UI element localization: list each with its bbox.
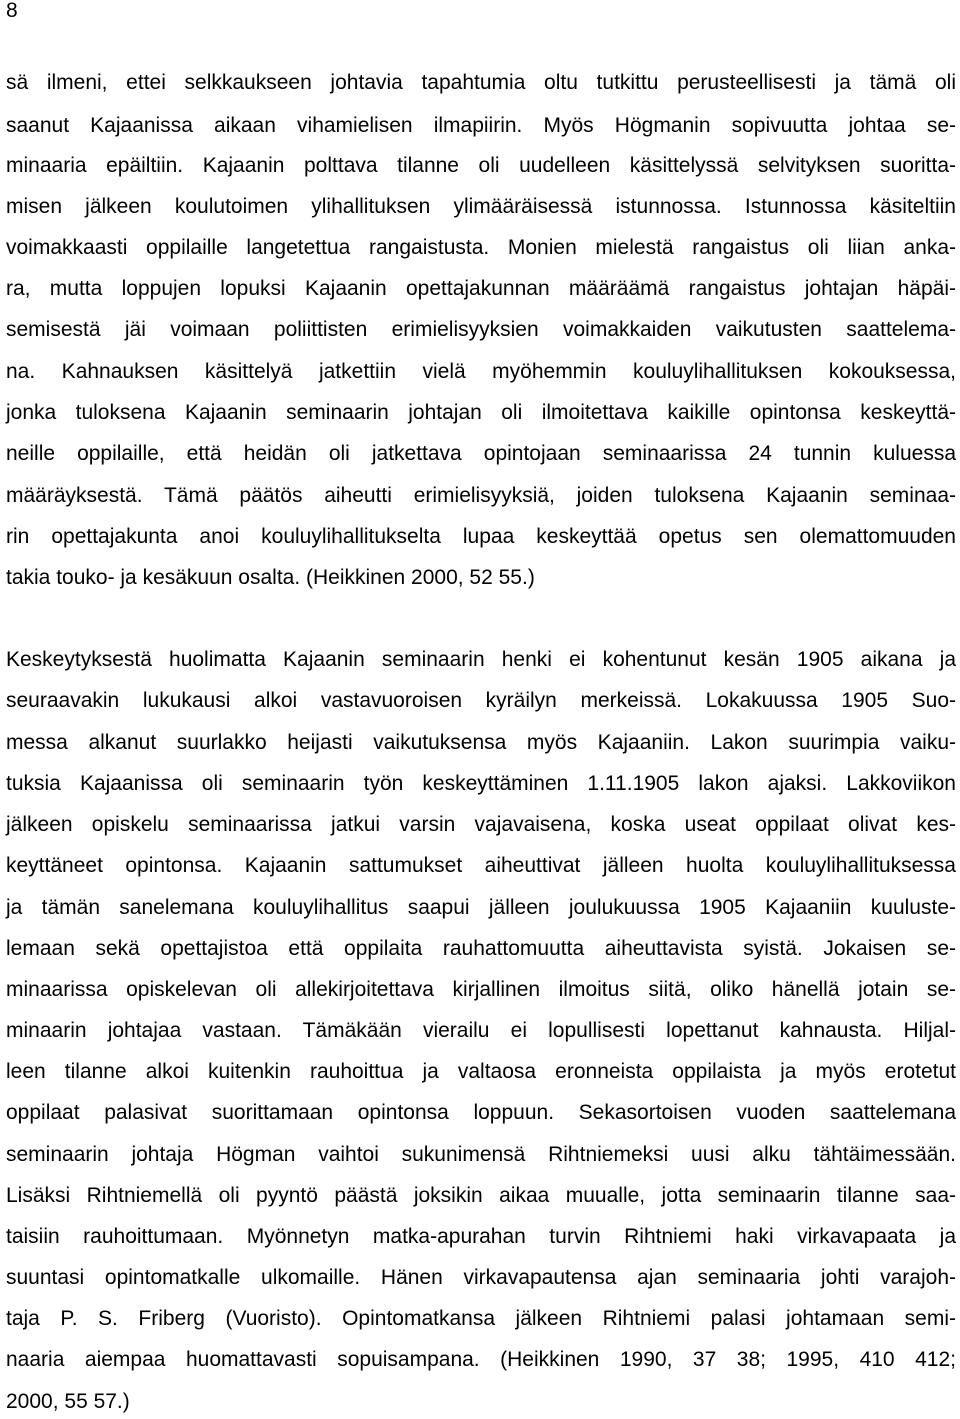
text-line: ja tämän sanelemana kouluylihallitus saapui jälleen joulukuussa 1905 Kajaaniin kuuluste- — [6, 896, 956, 919]
text-line: tuksia Kajaanissa oli seminaarin työn keskeyttäminen 1.11.1905 lakon ajaksi. Lakkoviikon — [6, 772, 956, 795]
text-line: Keskeytyksestä huolimatta Kajaanin seminaarin henki ei kohentunut kesän 1905 aikana ja — [6, 648, 956, 671]
text-line: Lisäksi Rihtniemellä oli pyyntö päästä joksikin aikaa muualle, jotta seminaarin tilanne saa- — [6, 1184, 956, 1207]
text-line: keyttäneet opintonsa. Kajaanin sattumukset aiheuttivat jälleen huolta kouluylihallituksessa — [6, 854, 956, 877]
text-line: lemaan sekä opettajistoa että oppilaita rauhattomuutta aiheuttavista syistä. Jokaisen se- — [6, 937, 956, 960]
text-line: minaarin johtajaa vastaan. Tämäkään vierailu ei lopullisesti lopettanut kahnausta. Hiljal- — [6, 1019, 956, 1042]
text-line: rin opettajakunta anoi kouluylihallitukselta lupaa keskeyttää opetus sen olemattomuuden — [6, 525, 956, 548]
page-number: 8 — [6, 0, 18, 22]
text-line: sä ilmeni, ettei selkkaukseen johtavia tapahtumia oltu tutkittu perusteellisesti ja tämä oli — [6, 71, 956, 94]
text-line: taja P. S. Friberg (Vuoristo). Opintomatkansa jälkeen Rihtniemi palasi johtamaan semi- — [6, 1307, 956, 1330]
text-line: misen jälkeen koulutoimen ylihallituksen ylimääräisessä istunnossa. Istunnossa käsiteltiin — [6, 195, 956, 218]
text-line: naaria aiempaa huomattavasti sopuisampana. (Heikkinen 1990, 37 38; 1995, 410 412; — [6, 1348, 956, 1371]
text-line: takia touko- ja kesäkuun osalta. (Heikkinen 2000, 52 55.) — [6, 566, 535, 589]
text-line: suuntasi opintomatkalle ulkomaille. Hänen virkavapautensa ajan seminaaria johti varajoh- — [6, 1266, 956, 1289]
text-line: saanut Kajaanissa aikaan vihamielisen ilmapiirin. Myös Högmanin sopivuutta johtaa se- — [6, 114, 956, 137]
text-line: minaaria epäiltiin. Kajaanin polttava tilanne oli uudelleen käsittelyssä selvityksen suoritta- — [6, 154, 956, 177]
text-line: neille oppilaille, että heidän oli jatkettava opintojaan seminaarissa 24 tunnin kuluessa — [6, 442, 956, 465]
text-line: leen tilanne alkoi kuitenkin rauhoittua ja valtaosa eronneista oppilaista ja myös erotetut — [6, 1060, 956, 1083]
text-line: 2000, 55 57.) — [6, 1390, 130, 1413]
text-line: voimakkaasti oppilaille langetettua rangaistusta. Monien mielestä rangaistus oli liian anka- — [6, 236, 956, 259]
text-line: semisestä jäi voimaan poliittisten erimielisyyksien voimakkaiden vaikutusten saattelema- — [6, 318, 956, 341]
text-line: taisiin rauhoittumaan. Myönnetyn matka-apurahan turvin Rihtniemi haki virkavapaata ja — [6, 1225, 956, 1248]
text-line: seuraavakin lukukausi alkoi vastavuoroisen kyräilyn merkeissä. Lokakuussa 1905 Suo- — [6, 689, 956, 712]
text-line: messa alkanut suurlakko heijasti vaikutuksensa myös Kajaaniin. Lakon suurimpia vaiku- — [6, 731, 956, 754]
text-line: na. Kahnauksen käsittelyä jatkettiin vielä myöhemmin kouluylihallituksen kokouksessa, — [6, 360, 956, 383]
text-line: jonka tuloksena Kajaanin seminaarin johtajan oli ilmoitettava kaikille opintonsa keskeyttä- — [6, 401, 956, 424]
text-line: minaarissa opiskelevan oli allekirjoitettava kirjallinen ilmoitus siitä, oliko hänellä jotain se- — [6, 978, 956, 1001]
text-line: jälkeen opiskelu seminaarissa jatkui varsin vajavaisena, koska useat oppilaat olivat kes- — [6, 813, 956, 836]
text-line: määräyksestä. Tämä päätös aiheutti erimielisyyksiä, joiden tuloksena Kajaanin seminaa- — [6, 484, 956, 507]
text-line: oppilaat palasivat suorittamaan opintonsa loppuun. Sekasortoisen vuoden saattelemana — [6, 1101, 956, 1124]
text-line: ra, mutta loppujen lopuksi Kajaanin opettajakunnan määräämä rangaistus johtajan häpäi- — [6, 277, 956, 300]
text-line: seminaarin johtaja Högman vaihtoi sukunimensä Rihtniemeksi uusi alku tähtäimessään. — [6, 1143, 956, 1166]
